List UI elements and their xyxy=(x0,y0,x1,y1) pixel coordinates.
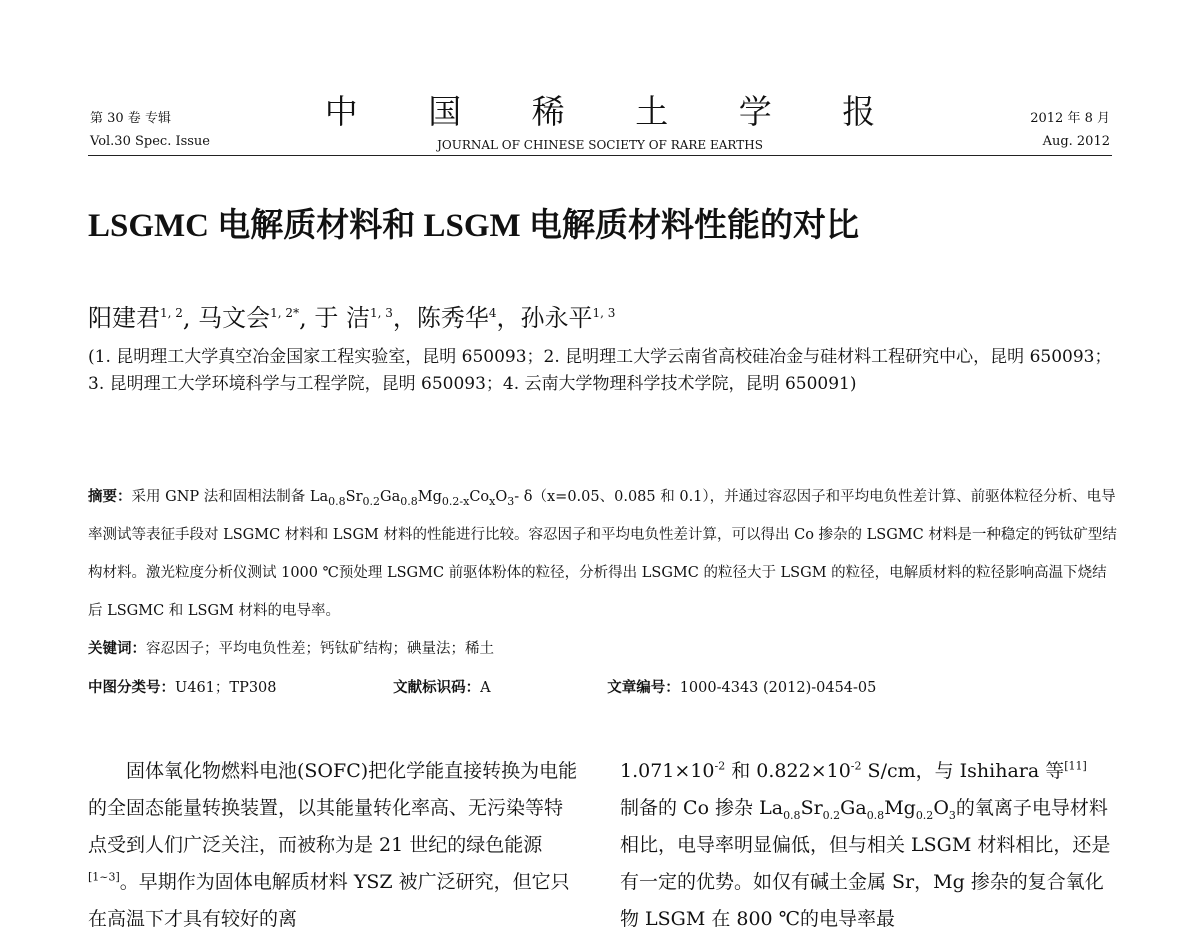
author-name: 孙永平 xyxy=(520,304,593,332)
affiliations: (1. 昆明理工大学真空冶金国家工程实验室，昆明 650093；2. 昆明理工大学云南省高校硅冶金与硅材料工程研究中心，昆明 650093；3. 昆明理工大学环境科学与工程学院，昆明 650093；4. 云南大学物理科学技术学院，昆明 650091) xyxy=(88,347,1112,394)
article-number: 文章编号：1000-4343 (2012)-0454-05 xyxy=(607,679,877,696)
abstract-text: （x=0.05、0.085 和 0.1），并通过容忍因子和平均电负性差计算、前驱体粒径分析、电导率测试等表征手段对 LSGMC 材料和 LSGM 材料的性能进行比较。容忍因子和平均电负性差计算，可以得出 Co 掺杂的 LSGMC 材料是一种稳定的钙钛矿型结构材料。激光粒度分析仪测试 1000 ℃预处理 LSGMC 前驱体粉体的粒径，分析得出 LSGMC 的粒径大于 LSGM 的粒径，电解质材料的粒径影响高温下烧结后 LSGMC 和 LSGM 材料的电导率。 xyxy=(88,489,1117,619)
keywords-label: 关键词： xyxy=(88,640,146,657)
date-en: Aug. 2012 xyxy=(1042,134,1110,149)
citation: [1~3] xyxy=(88,870,120,884)
abstract-label: 摘要： xyxy=(88,488,132,505)
body-column-left: 固体氧化物燃料电池(SOFC)把化学能直接转换为电能的全固态能量转换装置，以其能量转化率高、无污染等特点受到人们广泛关注，而被称为是 21 世纪的绿色能源[1~3]。早期作为固体电解质材料 YSZ 被广泛研究，但它只在高温下才具有较好的离 xyxy=(88,760,578,930)
journal-title-cn: 中 国 稀 土 学 报 xyxy=(324,92,906,131)
author-name: 于 洁 xyxy=(314,304,370,332)
author-separator: ， xyxy=(392,304,417,332)
keywords-text: 容忍因子；平均电负性差；钙钛矿结构；碘量法；稀土 xyxy=(146,641,494,657)
volume-en: Vol.30 Spec. Issue xyxy=(90,134,210,149)
document-code: 文献标识码：A xyxy=(393,679,491,696)
author-affil-mark: 1, 3 xyxy=(592,306,616,320)
author-separator: ， xyxy=(496,304,521,332)
author-separator: , xyxy=(182,304,199,332)
author-name: 阳建君 xyxy=(88,304,160,332)
clc-number: 中图分类号：U461；TP308 xyxy=(88,679,277,696)
classification-line xyxy=(88,676,1118,700)
header-right xyxy=(1030,107,1110,153)
abstract-text: 采用 GNP 法和固相法制备 xyxy=(131,489,310,505)
body-column-right: $1.071\times 10^{-2}$ 和 $0.822\times 10^{-2}$ S/cm，与 Ishihara 等[11] 制备的 Co 掺杂 $La_{0.8}Sr_{0.2}Ga_{0.8}Mg_{0.2}O_3$的氧离子电导材料相比，电导率明显偏低，但与相关 LSGM 材料相比，还是有一定的优势。如仅有碱土金属 Sr，Mg 掺杂的复合氧化物 LSGM 在 800 ℃的电导率最 xyxy=(620,759,1111,930)
keywords xyxy=(88,637,1118,661)
volume-cn: 第 30 卷 专辑 xyxy=(90,111,171,126)
author-list xyxy=(88,297,615,334)
chemical-formula: $La_{0.8}Sr_{0.2}Ga_{0.8}Mg_{0.2-x}Co_xO_3-$ δ xyxy=(309,489,533,508)
author-separator: , xyxy=(299,304,315,332)
author-affil-mark: 1, 2* xyxy=(270,306,300,320)
citation: [11] xyxy=(1064,759,1087,773)
author-affil-mark: 1, 3 xyxy=(369,306,393,320)
chemical-formula: $La_{0.8}Sr_{0.2}Ga_{0.8}Mg_{0.2}O_3$ xyxy=(759,797,956,822)
abstract xyxy=(88,478,1118,630)
journal-title-en: JOURNAL OF CHINESE SOCIETY OF RARE EARTHS xyxy=(437,138,763,152)
author-name: 陈秀华 xyxy=(416,304,489,332)
author-affil-mark: 4 xyxy=(488,306,497,320)
journal-header xyxy=(0,92,1200,154)
author-affil-mark: 1, 2 xyxy=(160,306,183,320)
header-rule xyxy=(88,155,1112,156)
article-title: LSGMC 电解质材料和 LSGM 电解质材料性能的对比 xyxy=(88,208,859,244)
date-cn: 2012 年 8 月 xyxy=(1030,111,1110,126)
author-name: 马文会 xyxy=(198,304,271,332)
